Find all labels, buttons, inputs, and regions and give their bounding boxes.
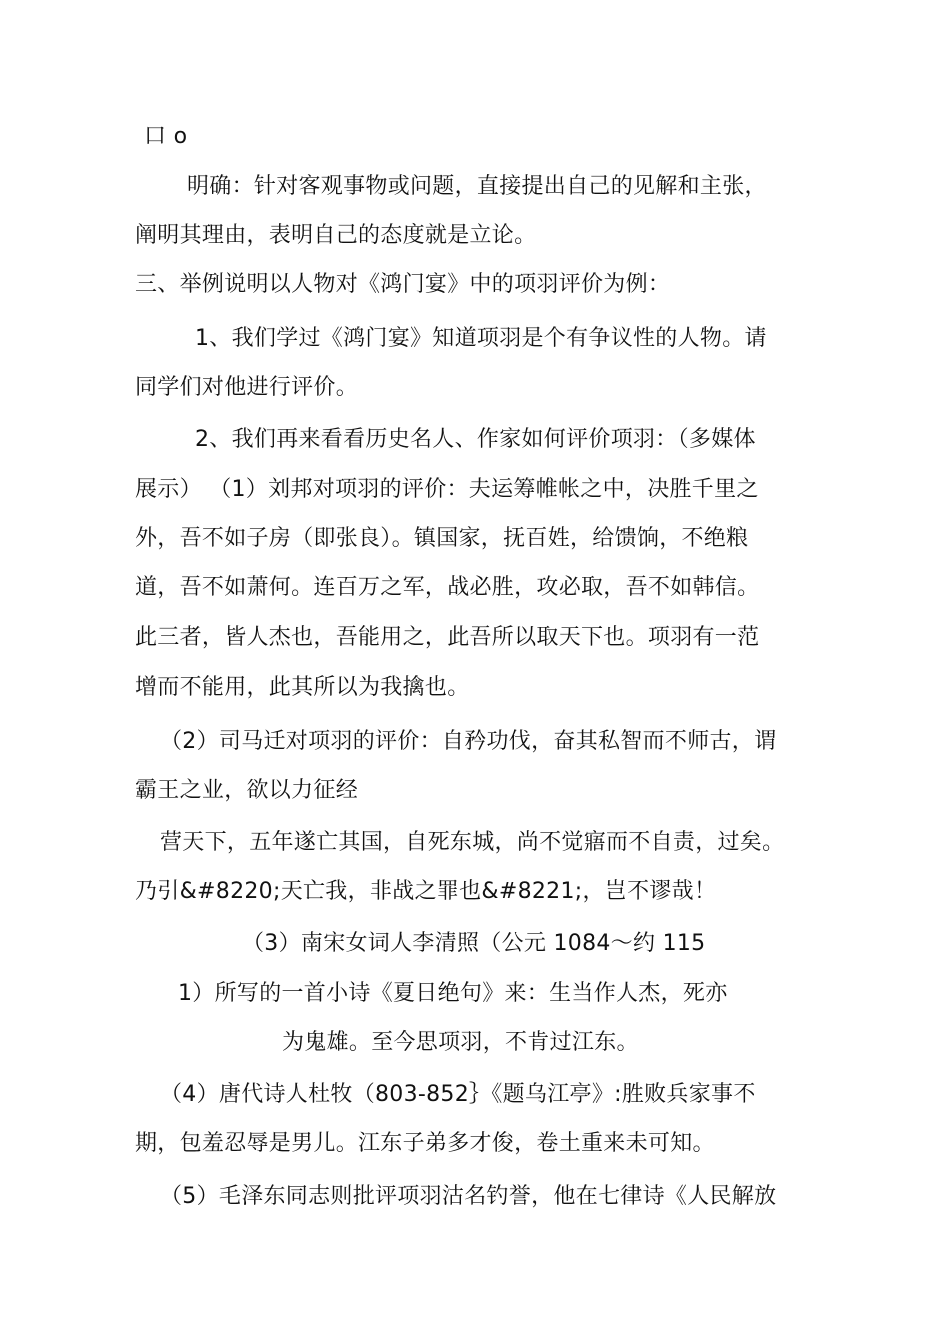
text-line-liubang-3: 此三者，皆人杰也，吾能用之，此吾所以取天下也。项羽有一范 — [135, 625, 760, 650]
text-line-liubang-1: 外，吾不如子房（即张良）。镇国家，抚百姓，给馈饷，不绝粮 — [135, 526, 749, 551]
text-line-simaqian-4: 乃引&#8220;天亡我，非战之罪也&#8221;，岂不谬哉！ — [135, 879, 717, 904]
text-line-definition-2: 阐明其理由，表明自己的态度就是立论。 — [135, 223, 537, 248]
section-heading-example: 三、举例说明以人物对《鸿门宴》中的项羽评价为例： — [135, 272, 671, 297]
text-line-poem: 为鬼雄。至今思项羽，不肯过江东。 — [282, 1030, 639, 1055]
text-line-liqingzhao-1: （3）南宋女词人李清照（公元 1084～约 115 — [242, 931, 706, 956]
text-line-item1-a: 1、我们学过《鸿门宴》知道项羽是个有争议性的人物。请 — [195, 326, 767, 351]
text-line-maozedong: （5）毛泽东同志则批评项羽沽名钓誉，他在七律诗《人民解放 — [160, 1184, 777, 1209]
text-line-item1-b: 同学们对他进行评价。 — [135, 375, 359, 400]
text-line-fragment: 口 o — [144, 124, 188, 149]
text-line-simaqian-1: （2）司马迁对项羽的评价：自矜功伐，奋其私智而不师古，谓 — [160, 729, 777, 754]
text-line-liubang-2: 道，吾不如萧何。连百万之军，战必胜，攻必取，吾不如韩信。 — [135, 575, 760, 600]
text-line-definition-1: 明确：针对客观事物或问题，直接提出自己的见解和主张， — [187, 174, 767, 199]
text-line-simaqian-2: 霸王之业，欲以力征经 — [135, 778, 359, 803]
text-line-dumu-2: 期，包羞忍辱是男儿。江东子弟多才俊，卷土重来未可知。 — [135, 1131, 715, 1156]
text-line-liubang-4: 增而不能用，此其所以为我擒也。 — [135, 675, 470, 700]
text-line-simaqian-3: 营天下，五年遂亡其国，自死东城，尚不觉寤而不自责，过矣。 — [160, 830, 785, 855]
text-line-item2-b: 展示） （1）刘邦对项羽的评价：夫运筹帷帐之中，决胜千里之 — [135, 477, 759, 502]
text-line-dumu-1: （4）唐代诗人杜牧（803-852｝《题乌江亭》:胜败兵家事不 — [160, 1082, 756, 1107]
text-line-liqingzhao-2: 1）所写的一首小诗《夏日绝句》来：生当作人杰，死亦 — [178, 981, 728, 1006]
text-line-item2-a: 2、我们再来看看历史名人、作家如何评价项羽：（多媒体 — [195, 427, 756, 452]
